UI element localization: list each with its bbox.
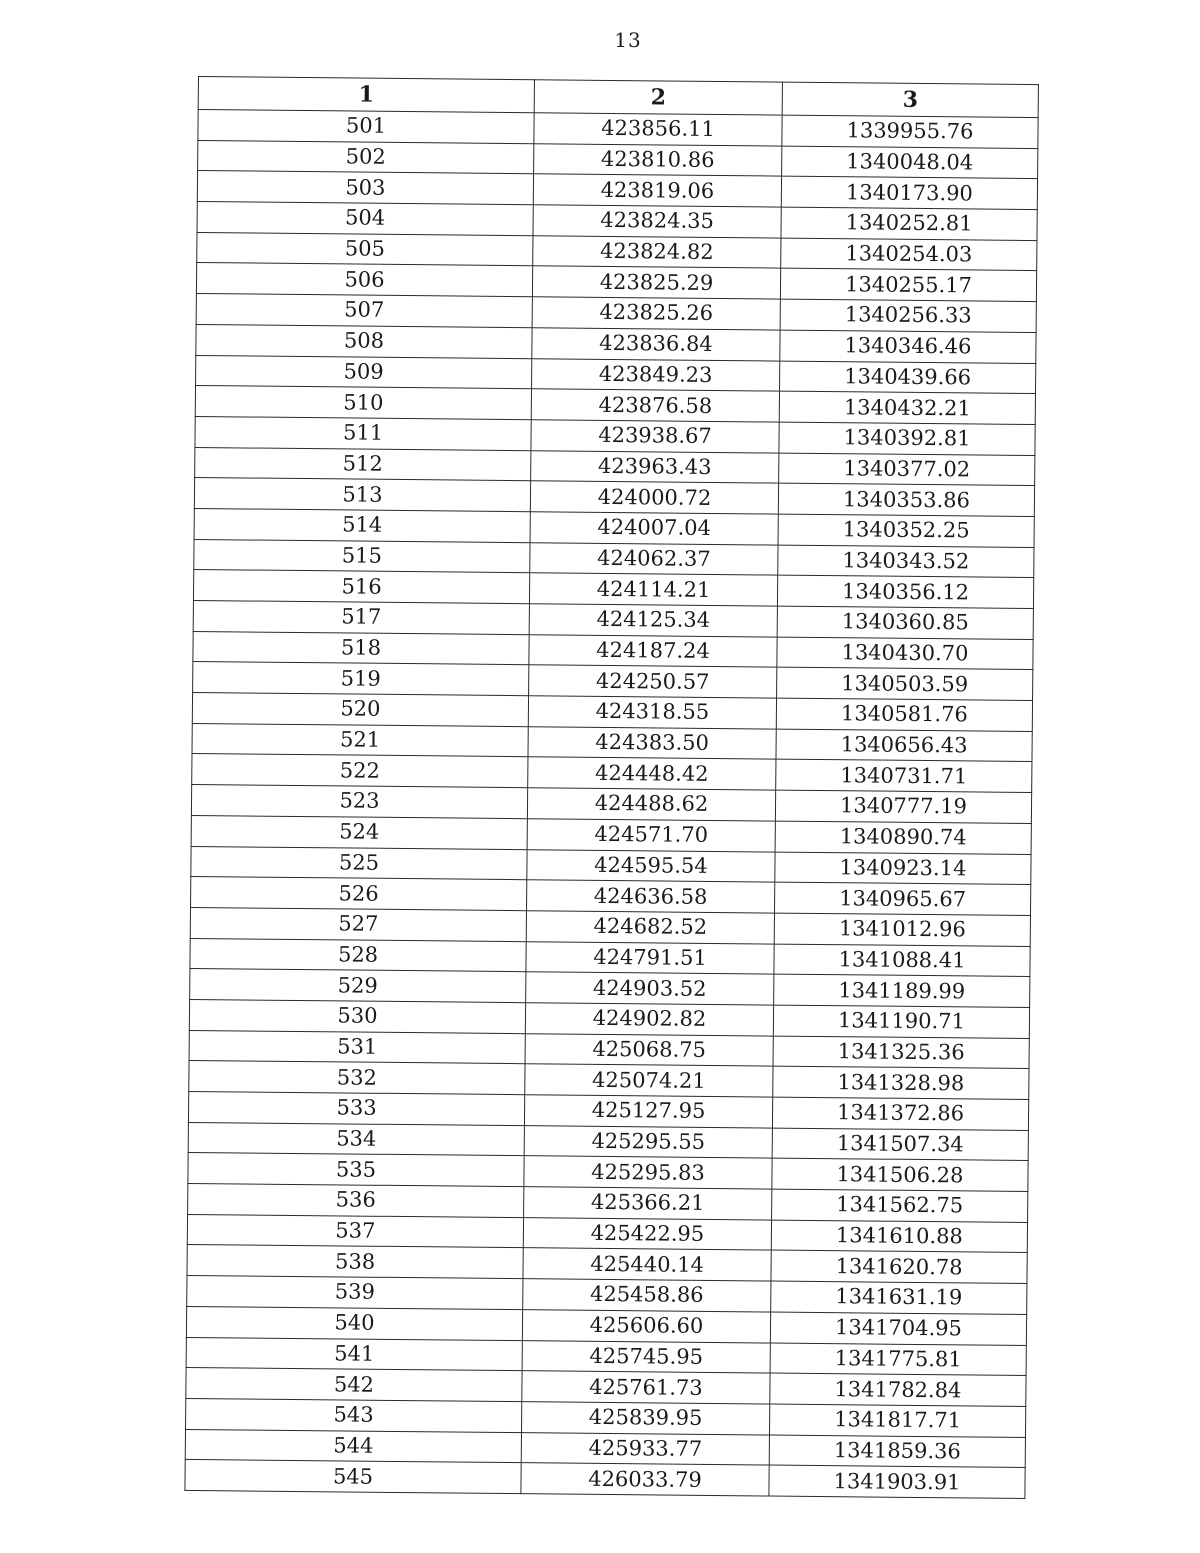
x-coordinate-cell: 424000.72 (530, 481, 778, 514)
y-coordinate-cell: 1341859.36 (769, 1435, 1025, 1468)
y-coordinate-cell: 1341012.96 (774, 913, 1030, 946)
y-coordinate-cell: 1340432.21 (779, 391, 1035, 424)
point-number-cell: 501 (198, 110, 534, 144)
y-coordinate-cell: 1340346.46 (780, 330, 1036, 363)
point-number-cell: 536 (188, 1184, 524, 1218)
point-number-cell: 509 (196, 355, 532, 389)
y-coordinate-cell: 1340731.71 (776, 760, 1032, 793)
point-number-cell: 520 (192, 693, 528, 727)
x-coordinate-cell: 423810.86 (534, 143, 782, 176)
x-coordinate-cell: 425761.73 (522, 1371, 770, 1404)
y-coordinate-cell: 1340255.17 (780, 269, 1036, 302)
x-coordinate-cell: 425458.86 (523, 1279, 771, 1312)
y-coordinate-cell: 1340430.70 (777, 637, 1033, 670)
point-number-cell: 515 (194, 539, 530, 573)
coordinates-table (184, 76, 1039, 1499)
x-coordinate-cell: 424125.34 (529, 604, 777, 637)
x-coordinate-cell: 424318.55 (528, 696, 776, 729)
y-coordinate-cell: 1340256.33 (780, 299, 1036, 332)
x-coordinate-cell: 423824.35 (533, 205, 781, 238)
x-coordinate-cell: 425839.95 (521, 1402, 769, 1435)
y-coordinate-cell: 1340048.04 (782, 146, 1038, 179)
point-number-cell: 506 (196, 263, 532, 297)
x-coordinate-cell: 424062.37 (530, 542, 778, 575)
y-coordinate-cell: 1340360.85 (777, 606, 1033, 639)
point-number-cell: 518 (193, 631, 529, 665)
y-coordinate-cell: 1340890.74 (775, 821, 1031, 854)
point-number-cell: 531 (189, 1030, 525, 1064)
x-coordinate-cell: 424383.50 (528, 726, 776, 759)
point-number-cell: 529 (190, 969, 526, 1003)
y-coordinate-cell: 1340656.43 (776, 729, 1032, 762)
point-number-cell: 544 (185, 1429, 521, 1463)
y-coordinate-cell: 1341620.78 (771, 1250, 1027, 1283)
x-coordinate-cell: 425127.95 (524, 1095, 772, 1128)
x-coordinate-cell: 425366.21 (524, 1187, 772, 1220)
point-number-cell: 510 (195, 386, 531, 420)
y-coordinate-cell: 1341190.71 (773, 1005, 1029, 1038)
x-coordinate-cell: 423849.23 (532, 358, 780, 391)
x-coordinate-cell: 424250.57 (529, 665, 777, 698)
x-coordinate-cell: 425933.77 (521, 1432, 769, 1465)
point-number-cell: 532 (189, 1061, 525, 1095)
x-coordinate-cell: 424791.51 (526, 941, 774, 974)
x-coordinate-cell: 423825.29 (532, 266, 780, 299)
x-coordinate-cell: 424114.21 (529, 573, 777, 606)
y-coordinate-cell: 1340254.03 (781, 238, 1037, 271)
y-coordinate-cell: 1340356.12 (777, 575, 1033, 608)
point-number-cell: 512 (195, 447, 531, 481)
point-number-cell: 517 (193, 600, 529, 634)
y-coordinate-cell: 1340343.52 (778, 545, 1034, 578)
point-number-cell: 528 (190, 938, 526, 972)
point-number-cell: 526 (191, 877, 527, 911)
x-coordinate-cell: 424902.82 (525, 1003, 773, 1036)
x-coordinate-cell: 425295.55 (524, 1125, 772, 1158)
x-coordinate-cell: 425068.75 (525, 1033, 773, 1066)
x-coordinate-cell: 424187.24 (529, 634, 777, 667)
x-coordinate-cell: 424636.58 (527, 880, 775, 913)
point-number-cell: 524 (191, 815, 527, 849)
y-coordinate-cell: 1341817.71 (769, 1404, 1025, 1437)
y-coordinate-cell: 1340965.67 (774, 882, 1030, 915)
y-coordinate-cell: 1341325.36 (773, 1036, 1029, 1069)
x-coordinate-cell: 425422.95 (523, 1217, 771, 1250)
point-number-cell: 513 (194, 478, 530, 512)
x-coordinate-cell: 423876.58 (531, 389, 779, 422)
y-coordinate-cell: 1341088.41 (774, 944, 1030, 977)
y-coordinate-cell: 1341328.98 (773, 1066, 1029, 1099)
point-number-cell: 541 (186, 1337, 522, 1371)
y-coordinate-cell: 1341189.99 (774, 974, 1030, 1007)
point-number-cell: 521 (192, 723, 528, 757)
y-coordinate-cell: 1341903.91 (769, 1465, 1025, 1498)
point-number-cell: 543 (186, 1398, 522, 1432)
y-coordinate-cell: 1340377.02 (779, 453, 1035, 486)
x-coordinate-cell: 423963.43 (531, 450, 779, 483)
point-number-cell: 503 (197, 171, 533, 205)
point-number-cell: 539 (187, 1276, 523, 1310)
x-coordinate-cell: 424488.62 (527, 788, 775, 821)
table-body (185, 110, 1038, 1499)
page-number: 13 (614, 28, 642, 52)
x-coordinate-cell: 423824.82 (533, 235, 781, 268)
x-coordinate-cell: 424571.70 (527, 819, 775, 852)
point-number-cell: 535 (188, 1153, 524, 1187)
y-coordinate-cell: 1340923.14 (775, 852, 1031, 885)
point-number-cell: 511 (195, 416, 531, 450)
y-coordinate-cell: 1340503.59 (777, 667, 1033, 700)
x-coordinate-cell: 425440.14 (523, 1248, 771, 1281)
point-number-cell: 538 (187, 1245, 523, 1279)
x-coordinate-cell: 424595.54 (527, 849, 775, 882)
x-coordinate-cell: 425074.21 (525, 1064, 773, 1097)
y-coordinate-cell: 1340392.81 (779, 422, 1035, 455)
y-coordinate-cell: 1340173.90 (781, 176, 1037, 209)
x-coordinate-cell: 425745.95 (522, 1340, 770, 1373)
x-coordinate-cell: 424007.04 (530, 512, 778, 545)
x-coordinate-cell: 424682.52 (526, 911, 774, 944)
x-coordinate-cell: 425295.83 (524, 1156, 772, 1189)
y-coordinate-cell: 1341775.81 (770, 1343, 1026, 1376)
y-coordinate-cell: 1341372.86 (772, 1097, 1028, 1130)
x-coordinate-cell: 423836.84 (532, 328, 780, 361)
point-number-cell: 523 (191, 785, 527, 819)
point-number-cell: 527 (190, 907, 526, 941)
column-header-1: 1 (198, 77, 534, 113)
point-number-cell: 533 (188, 1091, 524, 1125)
x-coordinate-cell: 423938.67 (531, 420, 779, 453)
point-number-cell: 545 (185, 1460, 521, 1494)
x-coordinate-cell: 424448.42 (528, 757, 776, 790)
y-coordinate-cell: 1340353.86 (778, 483, 1034, 516)
y-coordinate-cell: 1341562.75 (772, 1189, 1028, 1222)
x-coordinate-cell: 425606.60 (522, 1309, 770, 1342)
x-coordinate-cell: 426033.79 (521, 1463, 769, 1496)
y-coordinate-cell: 1341507.34 (772, 1128, 1028, 1161)
point-number-cell: 542 (186, 1368, 522, 1402)
point-number-cell: 516 (193, 570, 529, 604)
point-number-cell: 519 (193, 662, 529, 696)
y-coordinate-cell: 1340252.81 (781, 207, 1037, 240)
y-coordinate-cell: 1340352.25 (778, 514, 1034, 547)
y-coordinate-cell: 1341506.28 (772, 1158, 1028, 1191)
x-coordinate-cell: 423856.11 (534, 113, 782, 146)
column-header-2: 2 (534, 80, 782, 115)
point-number-cell: 537 (187, 1214, 523, 1248)
y-coordinate-cell: 1341704.95 (770, 1312, 1026, 1345)
y-coordinate-cell: 1341631.19 (771, 1281, 1027, 1314)
y-coordinate-cell: 1339955.76 (782, 115, 1038, 148)
point-number-cell: 514 (194, 508, 530, 542)
point-number-cell: 522 (192, 754, 528, 788)
x-coordinate-cell: 424903.52 (526, 972, 774, 1005)
point-number-cell: 504 (197, 202, 533, 236)
point-number-cell: 508 (196, 324, 532, 358)
y-coordinate-cell: 1340777.19 (775, 790, 1031, 823)
x-coordinate-cell: 423819.06 (533, 174, 781, 207)
x-coordinate-cell: 423825.26 (532, 297, 780, 330)
y-coordinate-cell: 1340439.66 (780, 361, 1036, 394)
y-coordinate-cell: 1340581.76 (776, 698, 1032, 731)
point-number-cell: 502 (198, 140, 534, 174)
y-coordinate-cell: 1341610.88 (771, 1220, 1027, 1253)
point-number-cell: 534 (188, 1122, 524, 1156)
y-coordinate-cell: 1341782.84 (770, 1373, 1026, 1406)
point-number-cell: 505 (197, 232, 533, 266)
point-number-cell: 540 (186, 1306, 522, 1340)
point-number-cell: 525 (191, 846, 527, 880)
point-number-cell: 507 (196, 294, 532, 328)
column-header-3: 3 (782, 82, 1038, 117)
point-number-cell: 530 (189, 999, 525, 1033)
